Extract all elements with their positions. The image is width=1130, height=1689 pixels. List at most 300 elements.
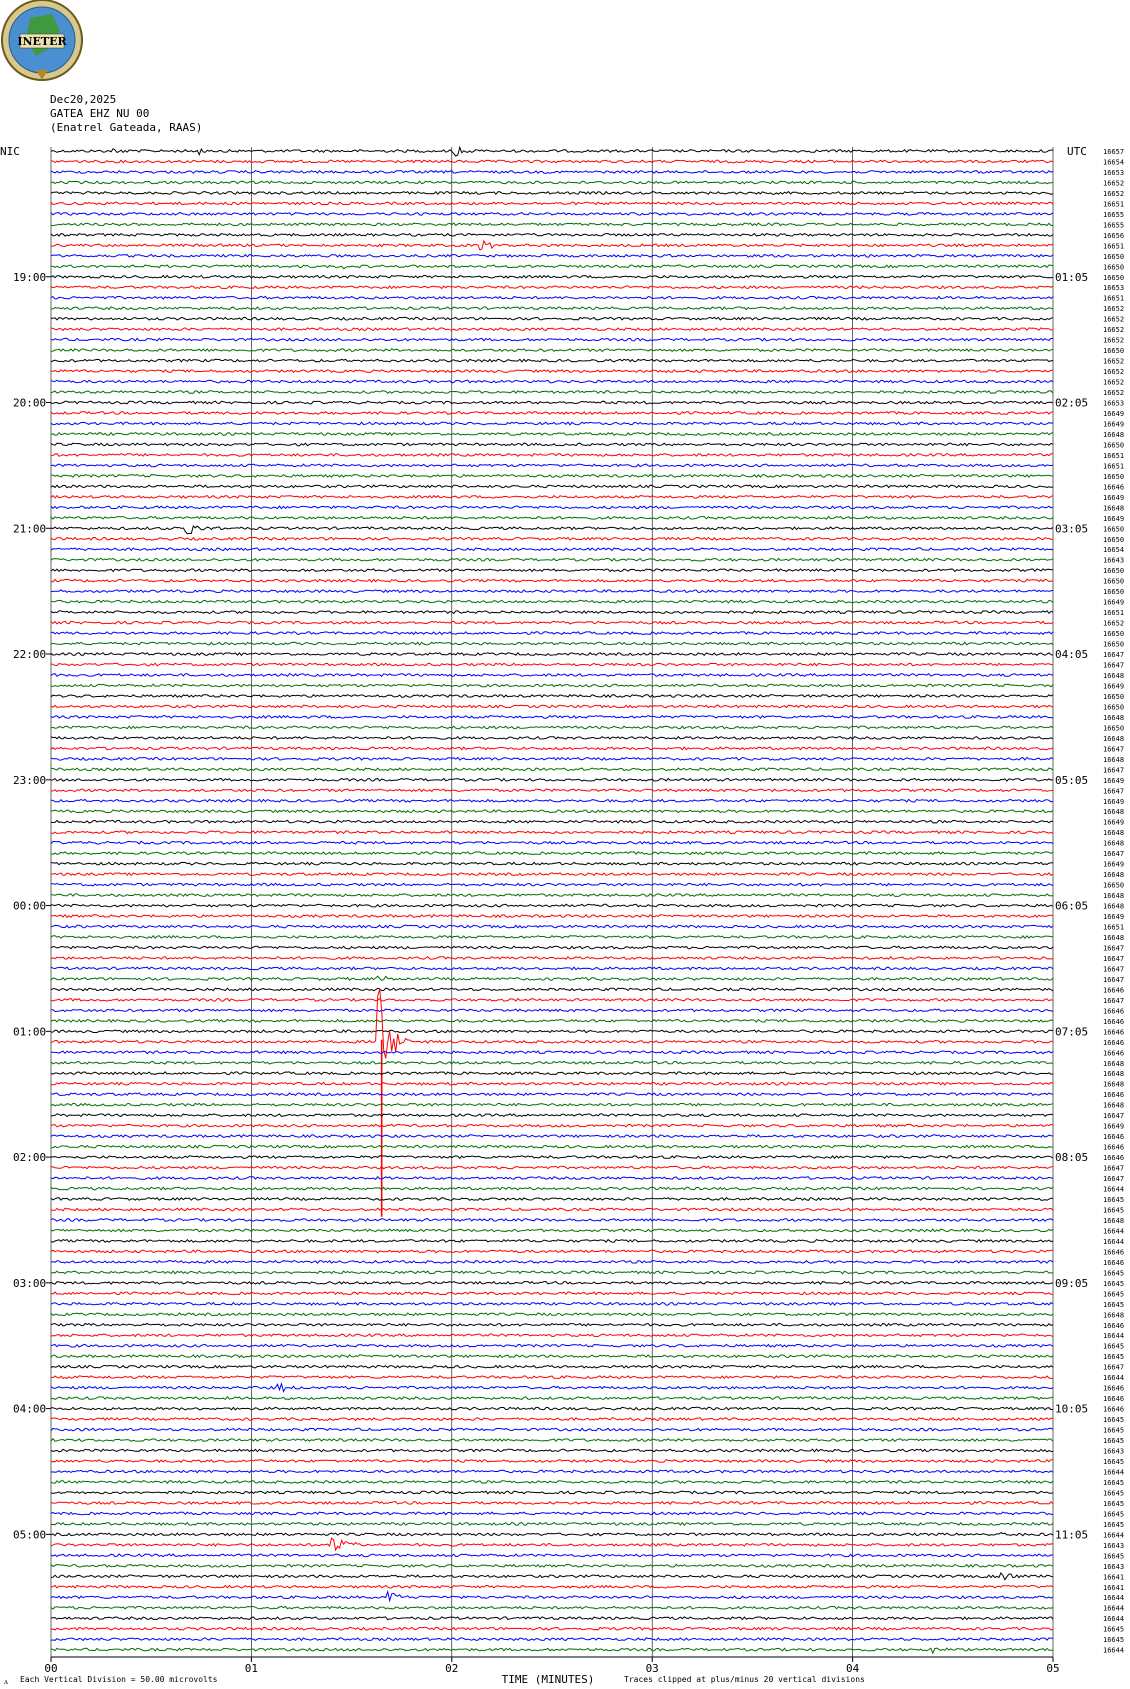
trace-line xyxy=(51,611,1053,614)
trace-value-label: 16647 xyxy=(1103,1112,1125,1121)
trace-value-label: 16641 xyxy=(1103,1573,1125,1582)
trace-value-label: 16646 xyxy=(1103,1038,1125,1047)
trace-line xyxy=(51,475,1053,478)
trace-value-label: 16644 xyxy=(1103,1374,1125,1383)
trace-value-label: 16650 xyxy=(1103,640,1125,649)
trace-line xyxy=(51,307,1053,310)
trace-value-label: 16644 xyxy=(1103,1237,1125,1246)
trace-value-label: 16650 xyxy=(1103,472,1125,481)
trace-value-label: 16645 xyxy=(1103,1426,1125,1435)
trace-value-label: 16646 xyxy=(1103,1007,1125,1016)
trace-value-label: 16652 xyxy=(1103,378,1125,387)
trace-value-label: 16644 xyxy=(1103,1227,1125,1236)
trace-value-label: 16645 xyxy=(1103,1499,1125,1508)
trace-line xyxy=(51,1261,1053,1264)
trace-value-label: 16646 xyxy=(1103,1028,1125,1037)
trace-value-label: 16647 xyxy=(1103,661,1125,670)
trace-value-label: 16645 xyxy=(1103,1290,1125,1299)
trace-value-label: 16651 xyxy=(1103,200,1125,209)
trace-value-label: 16653 xyxy=(1103,284,1125,293)
trace-line xyxy=(51,202,1053,205)
trace-value-label: 16649 xyxy=(1103,410,1125,418)
seismic-traces xyxy=(51,147,1053,1653)
right-time-label: 08:05 xyxy=(1055,1151,1089,1165)
trace-line xyxy=(51,1009,1053,1012)
trace-value-label: 16648 xyxy=(1103,1080,1125,1089)
trace-value-label: 16645 xyxy=(1103,1342,1125,1351)
right-timezone-label: UTC xyxy=(1067,145,1087,158)
trace-value-label: 16652 xyxy=(1103,179,1125,188)
trace-value-label: 16648 xyxy=(1103,504,1125,513)
trace-value-label: 16648 xyxy=(1103,1311,1125,1320)
trace-line xyxy=(51,1648,1053,1653)
trace-line xyxy=(51,779,1053,782)
trace-value-label: 16646 xyxy=(1103,1154,1125,1163)
trace-value-label: 16647 xyxy=(1103,944,1125,953)
trace-value-label: 16646 xyxy=(1103,1091,1125,1100)
trace-value-label: 16648 xyxy=(1103,871,1125,880)
trace-value-label: 16647 xyxy=(1103,850,1125,859)
trace-value-label: 16649 xyxy=(1103,860,1125,869)
left-time-label: 23:00 xyxy=(13,773,47,787)
trace-line xyxy=(51,443,1053,446)
trace-value-label: 16650 xyxy=(1103,347,1125,356)
trace-value-label: 16644 xyxy=(1103,1332,1125,1341)
trace-value-label: 16647 xyxy=(1103,787,1125,796)
trace-value-label: 16648 xyxy=(1103,713,1125,722)
trace-line xyxy=(51,241,1053,250)
trace-value-label: 16649 xyxy=(1103,776,1125,785)
trace-value-label: 16647 xyxy=(1103,1175,1125,1184)
trace-line xyxy=(51,1145,1053,1148)
trace-value-label: 16647 xyxy=(1103,996,1125,1005)
trace-line xyxy=(51,841,1053,844)
trace-line xyxy=(51,904,1053,907)
left-time-label: 21:00 xyxy=(13,522,47,536)
trace-value-label: 16654 xyxy=(1103,158,1125,167)
trace-line xyxy=(51,1324,1053,1327)
header-station: GATEA EHZ NU 00 xyxy=(50,107,150,120)
trace-line xyxy=(51,758,1053,761)
trace-line xyxy=(51,1538,1053,1550)
trace-line xyxy=(51,1093,1053,1096)
trace-line xyxy=(51,915,1053,918)
x-axis-title: TIME (MINUTES) xyxy=(501,1673,595,1686)
x-tick-label: 04 xyxy=(845,1662,860,1675)
trace-line xyxy=(51,223,1053,226)
trace-line xyxy=(51,1481,1053,1484)
trace-line xyxy=(51,695,1053,698)
trace-value-label: 16643 xyxy=(1103,556,1125,565)
trace-line xyxy=(51,1062,1053,1065)
trace-line xyxy=(51,1072,1053,1075)
right-time-label: 01:05 xyxy=(1055,270,1089,284)
trace-line xyxy=(51,569,1053,572)
trace-value-label: 16652 xyxy=(1103,189,1125,198)
trace-line xyxy=(51,538,1053,541)
trace-value-label: 16648 xyxy=(1103,892,1125,901)
trace-line xyxy=(51,192,1053,195)
trace-value-label: 16655 xyxy=(1103,221,1125,230)
x-tick-label: 03 xyxy=(645,1662,659,1675)
right-time-label: 05:05 xyxy=(1055,773,1089,787)
trace-value-label: 16645 xyxy=(1103,1510,1125,1519)
left-time-label: 01:00 xyxy=(13,1025,47,1039)
right-time-label: 07:05 xyxy=(1055,1025,1089,1039)
trace-line xyxy=(51,1617,1053,1620)
trace-value-label: 16647 xyxy=(1103,766,1125,775)
trace-value-label: 16656 xyxy=(1103,231,1125,240)
left-time-label: 04:00 xyxy=(13,1402,47,1416)
trace-line xyxy=(51,286,1053,289)
trace-line xyxy=(51,558,1053,561)
trace-value-label: 16648 xyxy=(1103,1101,1125,1110)
trace-line xyxy=(51,946,1053,949)
svg-text:INETER: INETER xyxy=(17,35,67,48)
right-time-label: 11:05 xyxy=(1055,1528,1089,1542)
right-time-label: 10:05 xyxy=(1055,1402,1089,1416)
trace-value-label: 16652 xyxy=(1103,619,1125,628)
trace-value-label: 16648 xyxy=(1103,839,1125,848)
trace-value-label: 16648 xyxy=(1103,934,1125,942)
trace-value-label: 16646 xyxy=(1103,1384,1125,1393)
trace-value-label: 16652 xyxy=(1103,389,1125,398)
trace-value-label: 16650 xyxy=(1103,724,1125,733)
trace-line xyxy=(51,1573,1053,1580)
trace-value-label: 16649 xyxy=(1103,420,1125,429)
right-time-labels xyxy=(1055,271,1088,1542)
trace-line xyxy=(51,663,1053,666)
trace-line xyxy=(51,1384,1053,1392)
trace-line xyxy=(51,1271,1053,1274)
trace-value-label: 16645 xyxy=(1103,1300,1125,1309)
trace-value-label: 16646 xyxy=(1103,1133,1125,1142)
trace-value-label: 16654 xyxy=(1103,546,1125,555)
trace-line xyxy=(51,894,1053,897)
trace-line xyxy=(51,391,1053,394)
trace-line xyxy=(51,526,1053,534)
trace-line xyxy=(51,716,1053,719)
trace-value-label: 16647 xyxy=(1103,1164,1125,1173)
trace-value-label: 16650 xyxy=(1103,567,1125,576)
trace-value-label: 16645 xyxy=(1103,1458,1125,1466)
trace-line xyxy=(51,213,1053,216)
trace-line xyxy=(51,359,1053,362)
trace-value-label: 16649 xyxy=(1103,514,1125,523)
right-time-label: 09:05 xyxy=(1055,1276,1089,1290)
trace-line xyxy=(51,234,1053,237)
trace-line xyxy=(51,957,1053,960)
trace-line xyxy=(51,496,1053,499)
trace-line xyxy=(51,1407,1053,1410)
trace-line xyxy=(51,1365,1053,1368)
trace-line xyxy=(51,674,1053,677)
trace-line xyxy=(51,1533,1053,1536)
trace-value-label: 16652 xyxy=(1103,315,1125,324)
trace-value-label: 16647 xyxy=(1103,954,1125,963)
trace-value-label: 16645 xyxy=(1103,1196,1125,1204)
trace-line xyxy=(51,883,1053,886)
trace-line xyxy=(51,1449,1053,1452)
trace-line xyxy=(51,789,1053,792)
trace-line xyxy=(51,1313,1053,1316)
trace-line xyxy=(51,485,1053,488)
trace-line xyxy=(51,1523,1053,1526)
trace-line xyxy=(51,1470,1053,1473)
trace-value-label: 16650 xyxy=(1103,273,1125,282)
trace-line xyxy=(51,1156,1053,1159)
trace-value-label: 16645 xyxy=(1103,1353,1125,1362)
left-time-label: 00:00 xyxy=(13,899,47,913)
trace-value-label: 16648 xyxy=(1103,808,1125,817)
trace-value-label: 16650 xyxy=(1103,441,1125,450)
trace-line xyxy=(51,1051,1053,1054)
trace-line xyxy=(51,925,1053,928)
trace-line xyxy=(51,517,1053,520)
trace-line xyxy=(51,1103,1053,1106)
trace-line xyxy=(51,1418,1053,1421)
trace-line xyxy=(51,1512,1053,1515)
trace-value-label: 16647 xyxy=(1103,965,1125,974)
trace-value-label: 16652 xyxy=(1103,357,1125,366)
trace-line xyxy=(51,1030,1053,1033)
trace-line xyxy=(51,999,1053,1002)
trace-value-label: 16645 xyxy=(1103,1437,1125,1446)
trace-value-label: 16649 xyxy=(1103,598,1125,607)
trace-value-label: 16644 xyxy=(1103,1646,1125,1655)
right-time-label: 02:05 xyxy=(1055,396,1089,410)
trace-value-label: 16649 xyxy=(1103,493,1125,502)
trace-line xyxy=(51,705,1053,708)
trace-line xyxy=(51,747,1053,750)
trace-value-label: 16648 xyxy=(1103,829,1125,838)
trace-value-label: 16648 xyxy=(1103,734,1125,743)
trace-line xyxy=(51,255,1053,258)
trace-value-label: 16646 xyxy=(1103,483,1125,492)
trace-line xyxy=(51,1240,1053,1243)
trace-value-label: 16651 xyxy=(1103,923,1125,932)
trace-value-label: 16646 xyxy=(1103,1049,1125,1058)
trace-line xyxy=(51,422,1053,425)
trace-line xyxy=(51,1502,1053,1505)
trace-line xyxy=(51,988,1053,991)
trace-line xyxy=(51,1124,1053,1127)
trace-value-label: 16648 xyxy=(1103,902,1125,911)
trace-line xyxy=(51,380,1053,383)
header-date: Dec20,2025 xyxy=(50,93,117,106)
trace-value-label: 16646 xyxy=(1103,1321,1125,1330)
left-time-labels xyxy=(13,271,51,1542)
trace-value-label: 16653 xyxy=(1103,399,1125,408)
trace-line xyxy=(51,296,1053,299)
trace-line xyxy=(51,831,1053,834)
clip-note: Traces clipped at plus/minus 20 vertical divisions xyxy=(624,1675,865,1684)
trace-value-label: 16643 xyxy=(1103,1541,1125,1550)
trace-line xyxy=(51,1606,1053,1609)
trace-value-label: 16646 xyxy=(1103,1258,1125,1267)
trace-value-label: 16652 xyxy=(1103,305,1125,314)
trace-value-label: 16649 xyxy=(1103,797,1125,806)
trace-value-label: 16645 xyxy=(1103,1489,1125,1498)
trace-line xyxy=(51,1292,1053,1295)
trace-line xyxy=(51,1334,1053,1337)
trace-line xyxy=(51,1114,1053,1117)
trace-value-label: 16650 xyxy=(1103,252,1125,261)
trace-line xyxy=(51,1439,1053,1442)
trace-value-label: 16645 xyxy=(1103,1206,1125,1215)
trace-line xyxy=(51,653,1053,656)
trace-value-label: 16646 xyxy=(1103,1395,1125,1404)
trace-value-label: 16645 xyxy=(1103,1416,1125,1425)
trace-value-label: 16645 xyxy=(1103,1520,1125,1529)
trace-line xyxy=(51,1250,1053,1253)
trace-value-label: 16647 xyxy=(1103,745,1125,754)
trace-line xyxy=(51,401,1053,404)
trace-line xyxy=(51,160,1053,163)
trace-line xyxy=(51,810,1053,813)
trace-value-label: 16644 xyxy=(1103,1594,1125,1603)
trace-line xyxy=(51,1208,1053,1211)
trace-line xyxy=(51,768,1053,771)
trace-line xyxy=(51,873,1053,876)
trace-value-label: 16650 xyxy=(1103,692,1125,701)
trace-line xyxy=(51,590,1053,593)
trace-value-label: 16652 xyxy=(1103,336,1125,345)
trace-value-label: 16641 xyxy=(1103,1583,1125,1592)
trace-value-label: 16645 xyxy=(1103,1625,1125,1634)
trace-line xyxy=(51,621,1053,624)
trace-line xyxy=(51,1638,1053,1641)
trace-value-label: 16645 xyxy=(1103,1552,1125,1561)
trace-line xyxy=(51,349,1053,352)
trace-line xyxy=(51,454,1053,457)
trace-value-label: 16643 xyxy=(1103,1562,1125,1571)
trace-line xyxy=(51,1198,1053,1201)
trace-value-label: 16646 xyxy=(1103,986,1125,995)
trace-line xyxy=(51,1565,1053,1568)
trace-line xyxy=(51,370,1053,373)
trace-line xyxy=(51,1344,1053,1347)
left-time-label: 02:00 xyxy=(13,1151,47,1165)
trace-value-label: 16653 xyxy=(1103,168,1125,177)
trace-line xyxy=(51,1355,1053,1358)
trace-line xyxy=(51,1586,1053,1589)
trace-line xyxy=(51,976,1053,980)
trace-value-label: 16645 xyxy=(1103,1636,1125,1645)
trace-value-label: 16649 xyxy=(1103,682,1125,691)
trace-value-label: 16649 xyxy=(1103,818,1125,827)
trace-line xyxy=(51,600,1053,603)
x-tick-label: 05 xyxy=(1046,1662,1060,1675)
trace-line xyxy=(51,1303,1053,1306)
trace-line xyxy=(51,967,1053,970)
trace-value-label: 16650 xyxy=(1103,577,1125,586)
trace-value-label: 16644 xyxy=(1103,1468,1125,1477)
trace-line xyxy=(51,1282,1053,1285)
trace-value-label: 16648 xyxy=(1103,1216,1125,1225)
right-time-label: 06:05 xyxy=(1055,899,1089,913)
trace-line xyxy=(51,328,1053,331)
left-timezone-label: NIC xyxy=(0,145,20,158)
trace-line xyxy=(51,737,1053,740)
trace-line xyxy=(51,338,1053,341)
trace-value-label: 16651 xyxy=(1103,609,1125,618)
trace-line xyxy=(51,726,1053,729)
x-tick-label: 00 xyxy=(44,1662,58,1675)
trace-value-label: 16644 xyxy=(1103,1531,1125,1540)
trace-value-label: 16648 xyxy=(1103,1059,1125,1068)
trace-value-label: 16650 xyxy=(1103,881,1125,890)
trace-value-label: 16655 xyxy=(1103,210,1125,219)
trace-line xyxy=(51,265,1053,269)
trace-line xyxy=(51,1627,1053,1630)
trace-value-label: 16644 xyxy=(1103,1615,1125,1624)
trace-line xyxy=(51,1460,1053,1463)
trace-value-label: 16650 xyxy=(1103,588,1125,597)
trace-value-label: 16649 xyxy=(1103,1122,1125,1131)
trace-value-label: 16651 xyxy=(1103,462,1125,471)
trace-line xyxy=(51,1166,1053,1169)
trace-line xyxy=(51,852,1053,855)
trace-line xyxy=(51,1135,1053,1138)
trace-value-label: 16652 xyxy=(1103,368,1125,377)
scale-note: Each Vertical Division = 50.00 microvolts xyxy=(20,1675,218,1684)
left-time-label: 05:00 xyxy=(13,1528,47,1542)
trace-line xyxy=(51,1376,1053,1379)
left-time-label: 20:00 xyxy=(13,396,47,410)
trace-value-label: 16650 xyxy=(1103,263,1125,272)
trace-line xyxy=(51,171,1053,174)
x-tick-label: 01 xyxy=(244,1662,259,1675)
trace-line xyxy=(51,820,1053,823)
trace-line xyxy=(51,1229,1053,1232)
trace-line xyxy=(51,936,1053,939)
scale-icon: ᴧ xyxy=(4,1677,8,1686)
trace-value-label: 16644 xyxy=(1103,1604,1125,1613)
trace-value-label: 16648 xyxy=(1103,1070,1125,1079)
trace-value-label: 16647 xyxy=(1103,1363,1125,1372)
trace-value-label: 16648 xyxy=(1103,430,1125,439)
trace-value-label: 16648 xyxy=(1103,755,1125,764)
trace-line xyxy=(51,862,1053,865)
trace-line xyxy=(51,147,1053,156)
trace-value-label: 16650 xyxy=(1103,525,1125,534)
trace-value-label: 16651 xyxy=(1103,242,1125,251)
trace-line xyxy=(51,642,1053,645)
trace-line xyxy=(51,1177,1053,1180)
trace-line xyxy=(51,1020,1053,1023)
trace-value-label: 16644 xyxy=(1103,1185,1125,1194)
trace-value-label: 16651 xyxy=(1103,294,1125,303)
trace-line xyxy=(51,684,1053,687)
trace-line xyxy=(51,548,1053,551)
trace-value-label: 16645 xyxy=(1103,1279,1125,1288)
header-site: (Enatrel Gateada, RAAS) xyxy=(50,121,203,134)
left-time-label: 03:00 xyxy=(13,1276,47,1290)
trace-line xyxy=(51,1491,1053,1494)
trace-value-label: 16646 xyxy=(1103,1017,1125,1026)
trace-value-label: 16645 xyxy=(1103,1478,1125,1487)
trace-value-label: 16647 xyxy=(1103,975,1125,984)
trace-line xyxy=(51,317,1053,320)
trace-line xyxy=(51,1554,1053,1557)
trace-value-label: 16652 xyxy=(1103,326,1125,335)
trace-line xyxy=(51,1082,1053,1085)
trace-value-label: 16651 xyxy=(1103,451,1125,460)
trace-value-label: 16650 xyxy=(1103,630,1125,639)
trace-value-label: 16650 xyxy=(1103,703,1125,712)
trace-line xyxy=(51,1592,1053,1601)
